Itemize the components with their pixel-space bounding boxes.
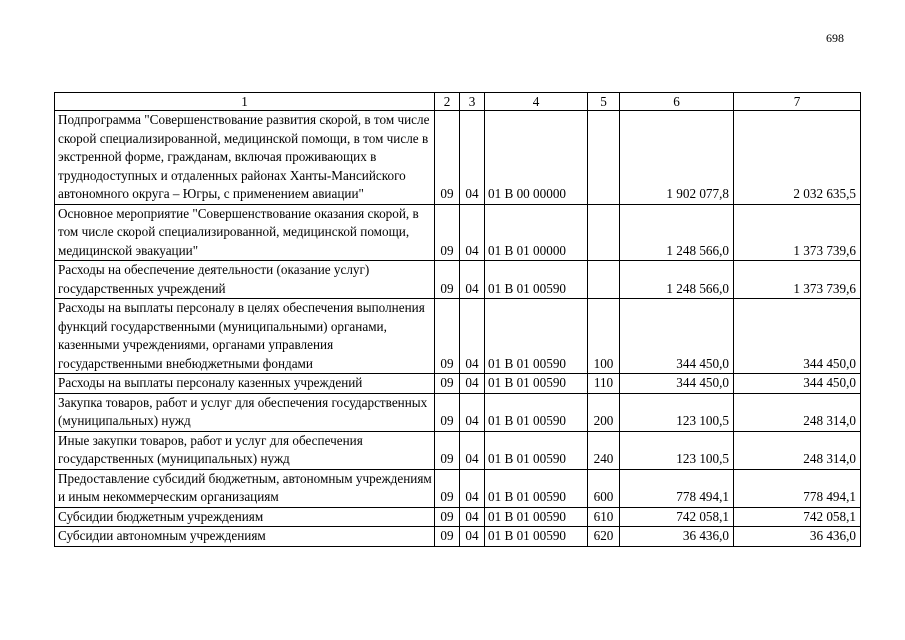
row-amount-1: 742 058,1 xyxy=(620,507,734,527)
row-expense-type xyxy=(588,204,620,261)
row-name: Основное мероприятие "Совершенствование оказания скорой, в том числе скорой специализированной, медицинской помощи, медицинской эвакуации" xyxy=(55,204,435,261)
row-target-article: 01 В 00 00000 xyxy=(485,111,588,205)
table-row xyxy=(55,261,861,299)
row-amount-1: 344 450,0 xyxy=(620,299,734,374)
table-body xyxy=(55,111,861,547)
row-name: Закупка товаров, работ и услуг для обеспечения государственных (муниципальных) нужд xyxy=(55,393,435,431)
row-section: 09 xyxy=(435,261,460,299)
row-amount-1: 778 494,1 xyxy=(620,469,734,507)
row-section: 09 xyxy=(435,374,460,394)
row-subsection: 04 xyxy=(460,431,485,469)
table-row xyxy=(55,469,861,507)
row-target-article: 01 В 01 00590 xyxy=(485,469,588,507)
table-row xyxy=(55,431,861,469)
row-name: Иные закупки товаров, работ и услуг для обеспечения государственных (муниципальных) нужд xyxy=(55,431,435,469)
row-expense-type: 620 xyxy=(588,527,620,547)
row-section: 09 xyxy=(435,469,460,507)
row-name: Расходы на обеспечение деятельности (оказание услуг) государственных учреждений xyxy=(55,261,435,299)
row-section: 09 xyxy=(435,393,460,431)
column-header-7: 7 xyxy=(734,93,861,111)
row-target-article: 01 В 01 00590 xyxy=(485,393,588,431)
row-target-article: 01 В 01 00000 xyxy=(485,204,588,261)
row-amount-2: 344 450,0 xyxy=(734,299,861,374)
row-amount-2: 1 373 739,6 xyxy=(734,261,861,299)
row-amount-1: 1 248 566,0 xyxy=(620,204,734,261)
row-section: 09 xyxy=(435,204,460,261)
row-name: Предоставление субсидий бюджетным, автономным учреждениям и иным некоммерческим организациям xyxy=(55,469,435,507)
row-amount-2: 742 058,1 xyxy=(734,507,861,527)
row-subsection: 04 xyxy=(460,393,485,431)
row-amount-1: 123 100,5 xyxy=(620,393,734,431)
table-row xyxy=(55,507,861,527)
row-expense-type: 600 xyxy=(588,469,620,507)
header-row xyxy=(55,93,861,111)
row-section: 09 xyxy=(435,527,460,547)
row-expense-type: 110 xyxy=(588,374,620,394)
column-header-2: 2 xyxy=(435,93,460,111)
column-header-5: 5 xyxy=(588,93,620,111)
row-subsection: 04 xyxy=(460,374,485,394)
row-subsection: 04 xyxy=(460,204,485,261)
row-section: 09 xyxy=(435,111,460,205)
row-expense-type: 610 xyxy=(588,507,620,527)
row-subsection: 04 xyxy=(460,299,485,374)
row-subsection: 04 xyxy=(460,507,485,527)
row-subsection: 04 xyxy=(460,469,485,507)
table-row xyxy=(55,204,861,261)
row-amount-2: 248 314,0 xyxy=(734,431,861,469)
table-row xyxy=(55,393,861,431)
row-target-article: 01 В 01 00590 xyxy=(485,431,588,469)
row-subsection: 04 xyxy=(460,261,485,299)
row-section: 09 xyxy=(435,299,460,374)
row-expense-type: 240 xyxy=(588,431,620,469)
row-amount-1: 344 450,0 xyxy=(620,374,734,394)
row-amount-1: 36 436,0 xyxy=(620,527,734,547)
table-row xyxy=(55,374,861,394)
row-amount-1: 1 248 566,0 xyxy=(620,261,734,299)
row-target-article: 01 В 01 00590 xyxy=(485,507,588,527)
table-row xyxy=(55,111,861,205)
row-expense-type: 200 xyxy=(588,393,620,431)
row-target-article: 01 В 01 00590 xyxy=(485,299,588,374)
row-target-article: 01 В 01 00590 xyxy=(485,527,588,547)
row-amount-2: 248 314,0 xyxy=(734,393,861,431)
row-target-article: 01 В 01 00590 xyxy=(485,261,588,299)
page-number: 698 xyxy=(826,31,844,45)
row-name: Субсидии бюджетным учреждениям xyxy=(55,507,435,527)
row-subsection: 04 xyxy=(460,111,485,205)
row-amount-1: 1 902 077,8 xyxy=(620,111,734,205)
row-amount-2: 2 032 635,5 xyxy=(734,111,861,205)
row-name: Расходы на выплаты персоналу в целях обеспечения выполнения функций государственными (муниципальными) органами, казенными учреждениями, органами управления государственными внебюджетными фондами xyxy=(55,299,435,374)
row-subsection: 04 xyxy=(460,527,485,547)
row-amount-2: 778 494,1 xyxy=(734,469,861,507)
row-amount-2: 36 436,0 xyxy=(734,527,861,547)
row-expense-type xyxy=(588,261,620,299)
column-header-6: 6 xyxy=(620,93,734,111)
row-amount-2: 344 450,0 xyxy=(734,374,861,394)
row-amount-1: 123 100,5 xyxy=(620,431,734,469)
column-header-4: 4 xyxy=(485,93,588,111)
row-section: 09 xyxy=(435,507,460,527)
row-name: Субсидии автономным учреждениям xyxy=(55,527,435,547)
row-name: Расходы на выплаты персоналу казенных учреждений xyxy=(55,374,435,394)
column-header-1: 1 xyxy=(55,93,435,111)
row-amount-2: 1 373 739,6 xyxy=(734,204,861,261)
row-expense-type xyxy=(588,111,620,205)
row-section: 09 xyxy=(435,431,460,469)
table-row xyxy=(55,527,861,547)
column-header-3: 3 xyxy=(460,93,485,111)
row-target-article: 01 В 01 00590 xyxy=(485,374,588,394)
row-expense-type: 100 xyxy=(588,299,620,374)
table-row xyxy=(55,299,861,374)
budget-table xyxy=(54,92,861,547)
row-name: Подпрограмма "Совершенствование развития скорой, в том числе скорой специализированной, медицинской помощи, в том числе в экстренной форме, гражданам, включая проживающих в труднодоступных и отдаленных районах Ханты-Мансийского автономного округа – Югры, с применением авиации" xyxy=(55,111,435,205)
